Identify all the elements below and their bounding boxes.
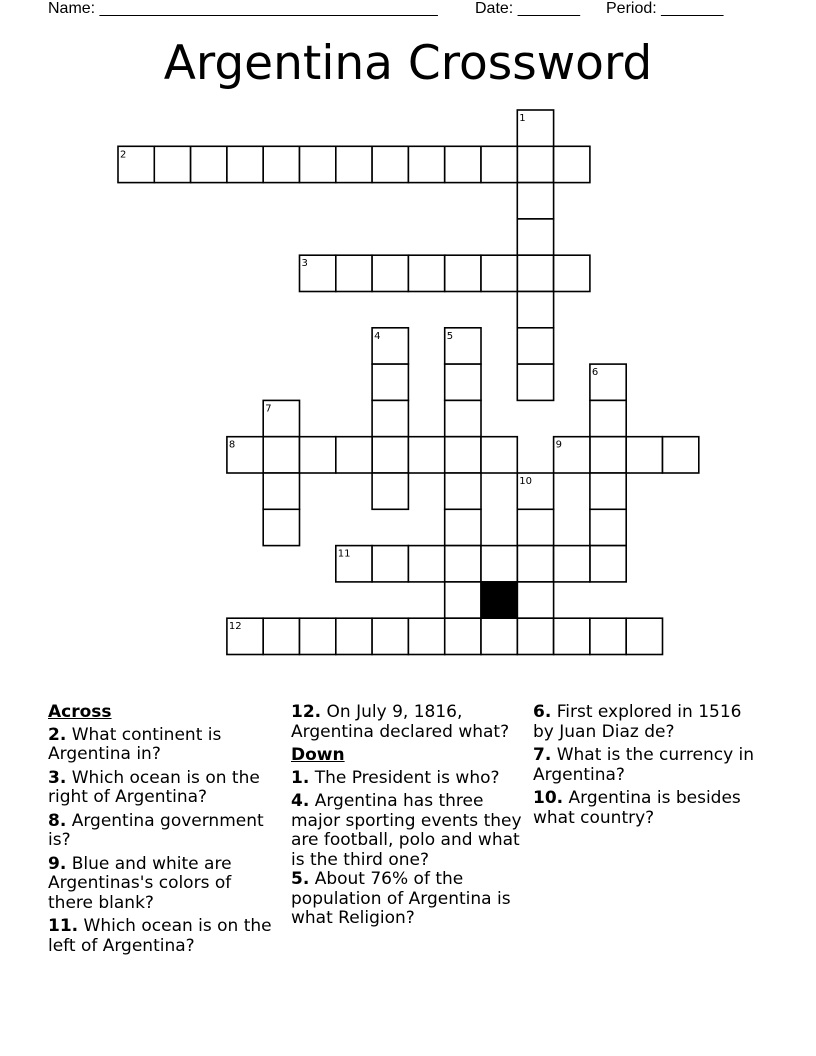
clue-number: 11: [337, 548, 351, 560]
grid-cell[interactable]: [408, 146, 444, 182]
grid-cell[interactable]: [300, 437, 336, 473]
grid-cell[interactable]: [445, 437, 481, 473]
grid-cell[interactable]: [263, 509, 299, 545]
grid-cell[interactable]: [372, 255, 408, 291]
grid-cell[interactable]: [517, 292, 553, 328]
grid-cell[interactable]: [481, 618, 517, 654]
grid-cell[interactable]: [336, 618, 372, 654]
clue-down-6: 6. First explored in 1516 by Juan Diaz de?: [533, 702, 742, 742]
clue-down-10: 10. Argentina is besides what country?: [533, 788, 741, 828]
grid-cell[interactable]: [554, 546, 590, 582]
grid-cell[interactable]: [191, 146, 227, 182]
grid-cell[interactable]: [445, 582, 481, 618]
clue-number: 4: [374, 330, 381, 342]
period-label: Period:: [606, 0, 657, 17]
grid-cell[interactable]: [263, 146, 299, 182]
grid-cell[interactable]: [445, 509, 481, 545]
grid-cell[interactable]: [154, 146, 190, 182]
grid-cell[interactable]: [517, 509, 553, 545]
clue-number: 3: [301, 258, 308, 270]
clue-number: 10: [519, 476, 533, 487]
clue-number: 6: [591, 367, 599, 379]
grid-cell[interactable]: [263, 437, 299, 473]
grid-cell[interactable]: [663, 437, 699, 473]
grid-cell[interactable]: [445, 255, 481, 291]
clue-number: 1: [519, 113, 526, 124]
clue-column-3: [533, 703, 763, 832]
grid-cell[interactable]: [372, 546, 408, 582]
clue-down-1: 1. The President is who?: [291, 767, 500, 788]
clue-number: 5: [446, 330, 454, 342]
grid-cell[interactable]: [372, 473, 408, 509]
grid-cell[interactable]: [517, 255, 553, 291]
grid-cell[interactable]: [300, 618, 336, 654]
grid-cell[interactable]: [590, 509, 626, 545]
clue-across-12: 12. On July 9, 1816, Argentina declared what?: [291, 702, 510, 742]
grid-cell[interactable]: [336, 255, 372, 291]
grid-cell[interactable]: [445, 618, 481, 654]
grid-cell[interactable]: [336, 146, 372, 182]
clue-across-9: 9. Blue and white are Argentinas's colors of there blank?: [48, 853, 232, 913]
clue-number: 2: [120, 149, 127, 161]
date-label: Date:: [475, 0, 514, 17]
grid-cell[interactable]: [590, 437, 626, 473]
grid-cell[interactable]: [445, 364, 481, 400]
grid-cell[interactable]: [481, 437, 517, 473]
grid-cell[interactable]: [263, 618, 299, 654]
grid-cell[interactable]: [517, 618, 553, 654]
clue-across-3: 3. Which ocean is on the right of Argentina?: [48, 767, 260, 807]
grid-cell[interactable]: [626, 618, 662, 654]
grid-cell[interactable]: [445, 146, 481, 182]
down-heading: Down: [291, 745, 345, 765]
clue-number: 8: [228, 439, 236, 451]
grid-cell[interactable]: [372, 364, 408, 400]
black-cell: [481, 582, 517, 618]
clue-down-5: 5. About 76% of the population of Argentina is what Religion?: [291, 869, 511, 928]
grid-cell[interactable]: [517, 328, 553, 364]
grid-cell[interactable]: [372, 146, 408, 182]
grid-cell[interactable]: [408, 618, 444, 654]
name-label: Name:: [48, 0, 96, 17]
grid-cell[interactable]: [517, 146, 553, 182]
grid-cell[interactable]: [336, 437, 372, 473]
clue-across-2: 2. What continent is Argentina in?: [48, 724, 222, 764]
grid-cell[interactable]: [408, 255, 444, 291]
grid-cell[interactable]: [554, 618, 590, 654]
grid-cell[interactable]: [517, 219, 553, 255]
grid-cell[interactable]: [517, 364, 553, 400]
clue-down-4: 4. Argentina has three major sporting events they are football, polo and what is the third one?: [291, 791, 522, 870]
clue-number: 12: [228, 621, 242, 633]
grid-cell[interactable]: [481, 546, 517, 582]
clue-number: 9: [555, 439, 562, 451]
grid-cell[interactable]: [590, 400, 626, 436]
grid-cell[interactable]: [554, 255, 590, 291]
grid-cell[interactable]: [481, 146, 517, 182]
clue-down-7: 7. What is the currency in Argentina?: [533, 745, 755, 785]
grid-cell[interactable]: [626, 437, 662, 473]
grid-cell[interactable]: [445, 546, 481, 582]
grid-cell[interactable]: [445, 473, 481, 509]
grid-cell[interactable]: [300, 146, 336, 182]
clue-across-8: 8. Argentina government is?: [48, 810, 264, 850]
grid-cell[interactable]: [263, 473, 299, 509]
grid-cell[interactable]: [227, 146, 263, 182]
clue-column-1: [48, 703, 280, 960]
period-blank[interactable]: _______: [661, 0, 724, 17]
grid-cell[interactable]: [372, 618, 408, 654]
grid-cell[interactable]: [517, 546, 553, 582]
grid-cell[interactable]: [517, 582, 553, 618]
grid-cell[interactable]: [481, 255, 517, 291]
grid-cell[interactable]: [590, 473, 626, 509]
grid-cell[interactable]: [445, 400, 481, 436]
grid-cell[interactable]: [590, 618, 626, 654]
clue-column-2: [291, 703, 527, 933]
across-heading: Across: [48, 702, 112, 722]
grid-cell[interactable]: [372, 437, 408, 473]
grid-cell[interactable]: [590, 546, 626, 582]
grid-cell[interactable]: [408, 546, 444, 582]
grid-cell[interactable]: [408, 437, 444, 473]
grid-cell[interactable]: [554, 146, 590, 182]
clue-number: 7: [265, 403, 272, 415]
date-blank[interactable]: _______: [517, 0, 580, 17]
grid-cell[interactable]: [372, 400, 408, 436]
grid-cell[interactable]: [517, 183, 553, 219]
page-title: Argentina Crossword: [163, 36, 653, 91]
name-blank[interactable]: ______________________________________: [99, 0, 438, 17]
clue-across-11: 11. Which ocean is on the left of Argentina?: [48, 916, 272, 956]
